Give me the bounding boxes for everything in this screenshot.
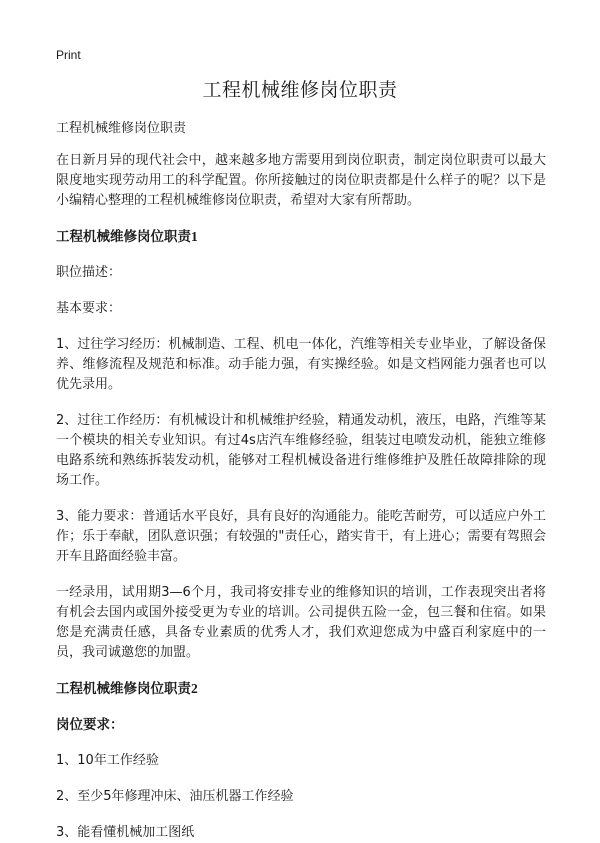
print-label: Print [56,48,81,62]
position-requirement-1: 1、10年工作经验 [56,753,159,768]
position-requirements-label: 岗位要求： [56,717,124,732]
intro-paragraph: 在日新月异的现代社会中，越来越多地方需要用到岗位职责，制定岗位职责可以最大限度地实现劳动用工的科学配置。你所接触过的岗位职责都是什么样子的呢？以下是小编精心整理的工程机械维修岗位职责，希望对大家有所帮助。 [56,153,546,208]
job-description-label: 职位描述： [56,265,122,280]
position-requirement-3: 3、能看懂机械加工图纸 [56,825,195,840]
hiring-paragraph: 一经录用，试用期3—6个月，我司将安排专业的维修知识的培训，工作表现突出者将有机会去国内或国外接受更为专业的培训。公司提供五险一金，包三餐和住宿。如果您是充满责任感，具备专业素质的优秀人才，我们欢迎您成为中盛百利家庭中的一员，我司诚邀您的加盟。 [56,585,546,660]
requirement-3: 3、能力要求：普通话水平良好，具有良好的沟通能力。能吃苦耐劳，可以适应户外工作；乐于奉献，团队意识强；有较强的"责任心，踏实肯干，有上进心；需要有驾照会开车且路面经验丰富。 [56,509,546,564]
requirement-2: 2、过往工作经历：有机械设计和机械维护经验，精通发动机，液压，电路，汽维等某一个模块的相关专业知识。有过4s店汽车维修经验，组装过电喷发动机，能独立维修电路系统和熟练拆装发动机，能够对工程机械设备进行维修维护及胜任故障排除的现场工作。 [56,413,546,488]
position-requirement-2: 2、至少5年修理冲床、油压机器工作经验 [56,789,294,804]
document-title: 工程机械维修岗位职责 [202,79,398,101]
basic-requirements-label: 基本要求： [56,301,122,316]
section-heading-2: 工程机械维修岗位职责2 [56,681,198,696]
requirement-1: 1、过往学习经历：机械制造、工程、机电一体化，汽维等相关专业毕业，了解设备保养、维修流程及规范和标准。动手能力强，有实操经验。如是文档网能力强者也可以优先录用。 [56,337,546,392]
document-body [56,119,546,843]
intro-heading-line: 工程机械维修岗位职责 [56,121,187,136]
section-heading-1: 工程机械维修岗位职责1 [56,229,198,244]
